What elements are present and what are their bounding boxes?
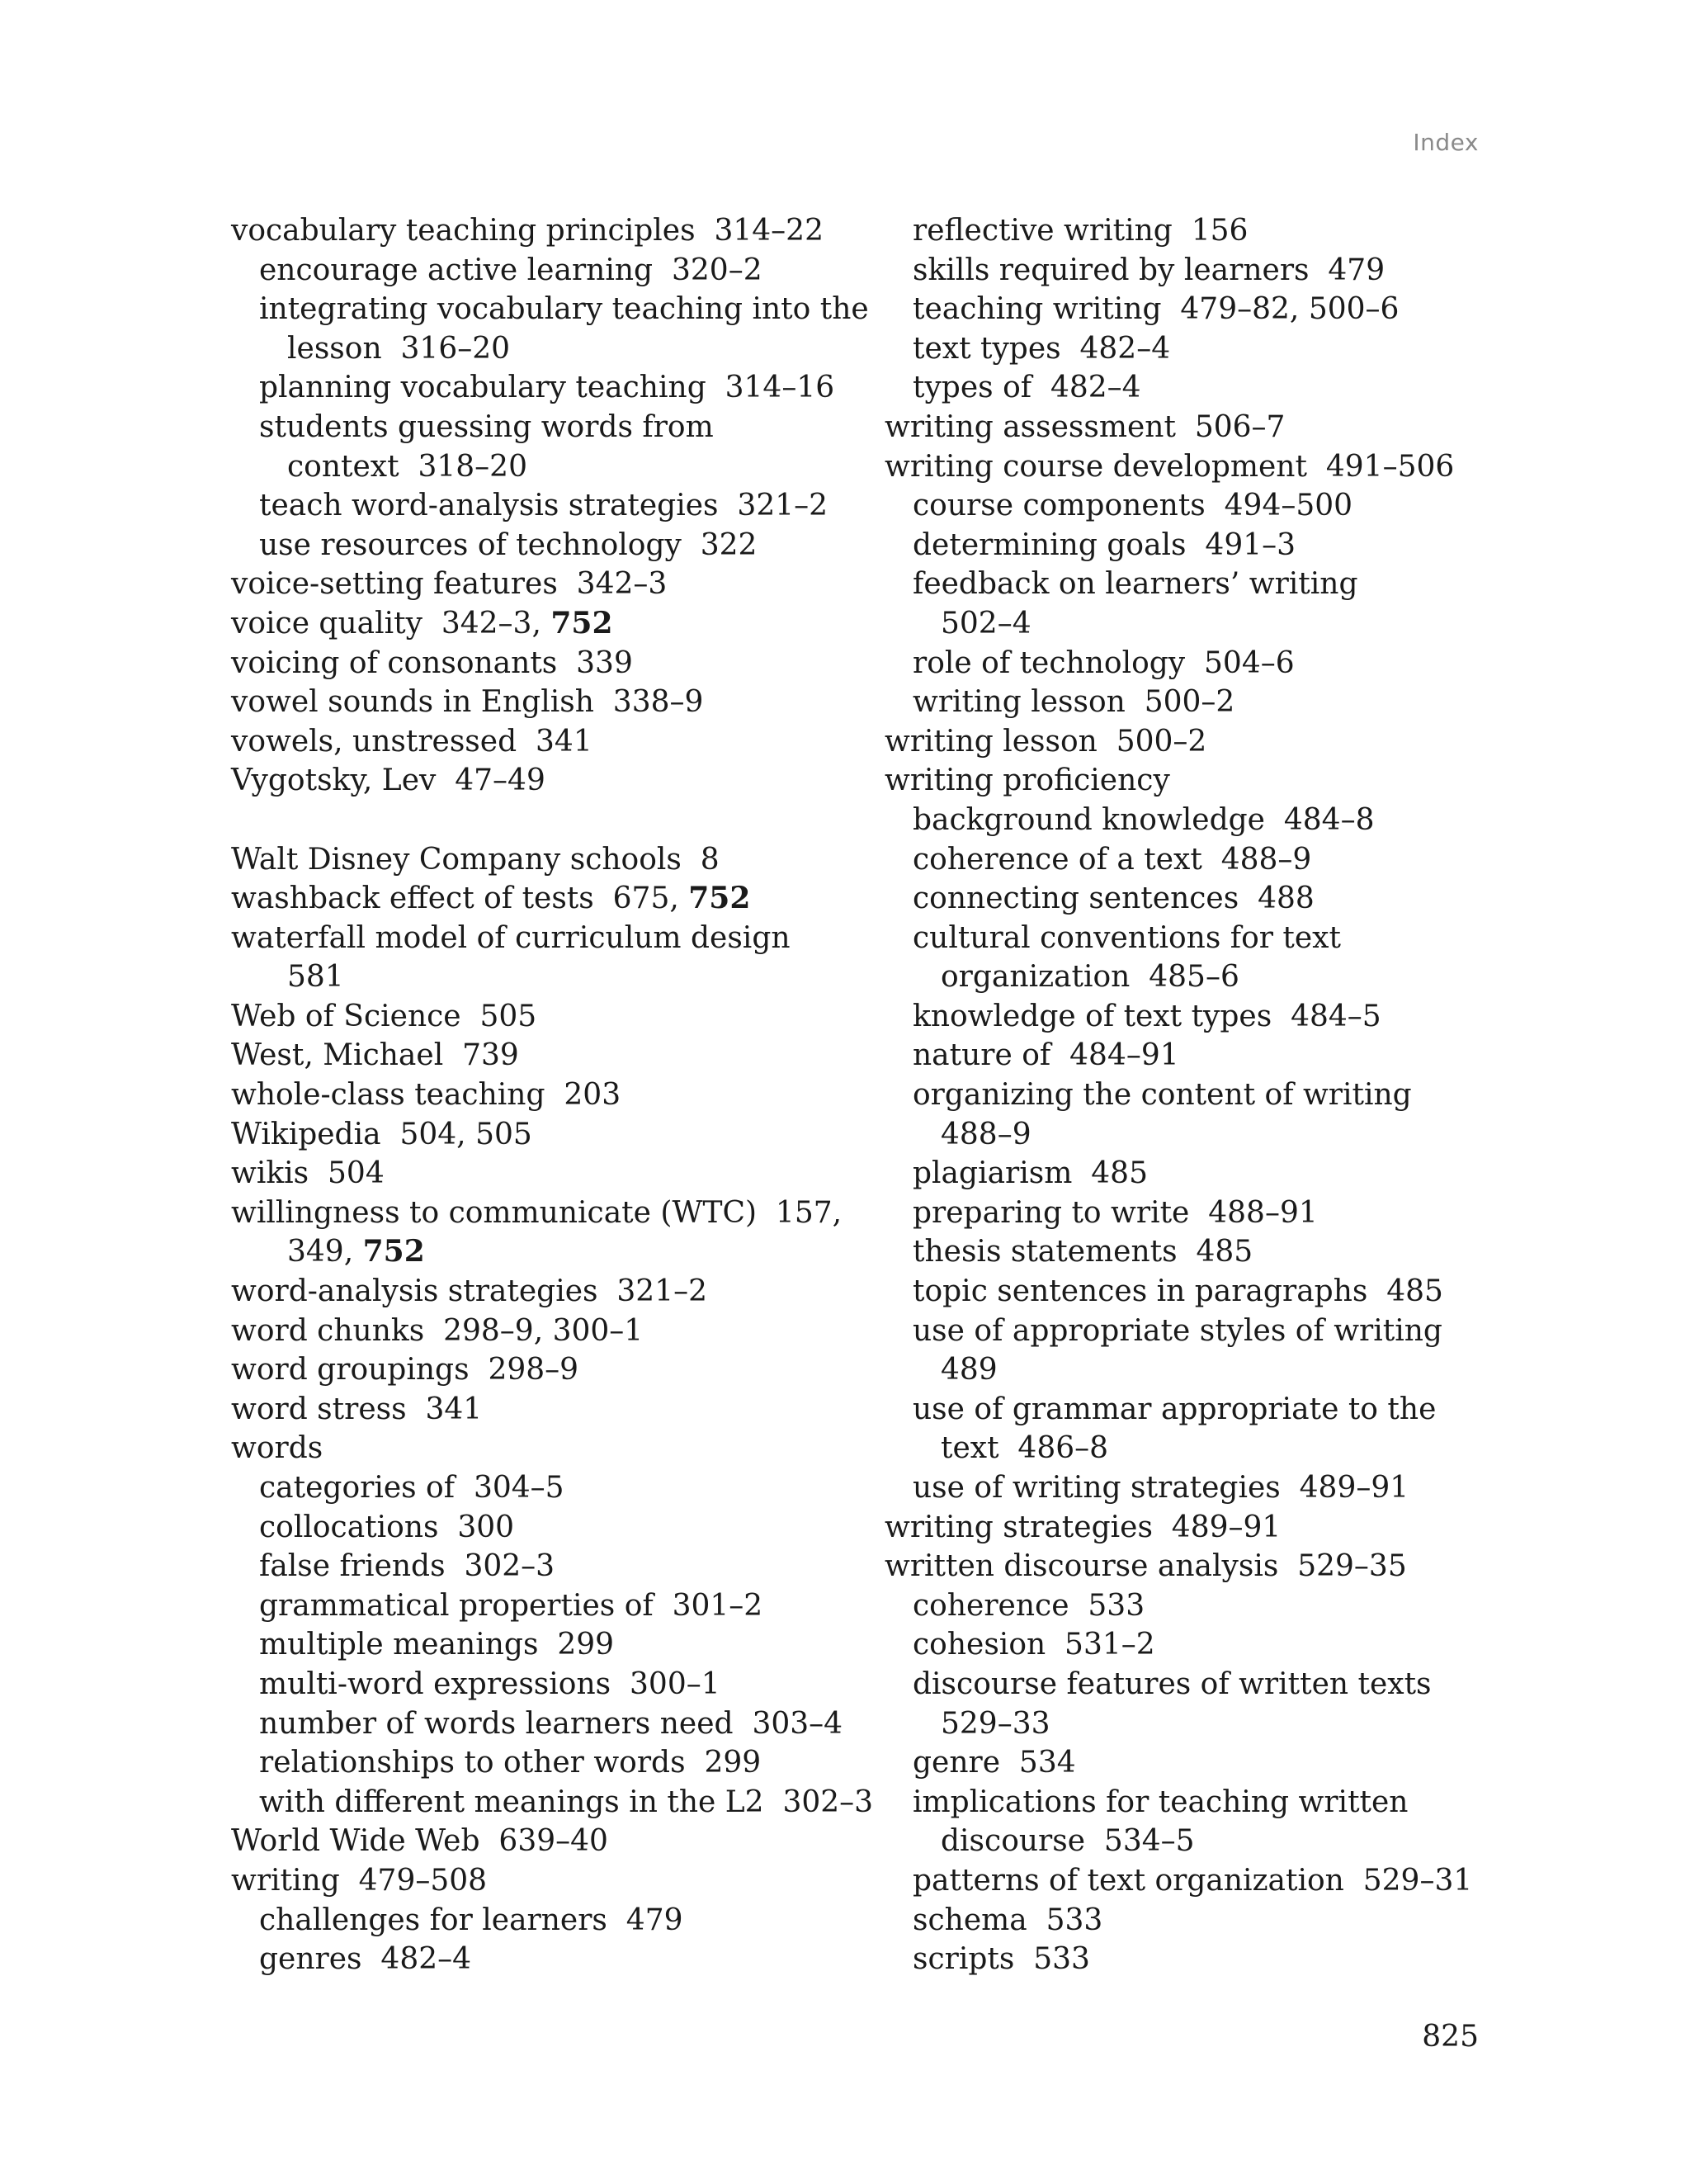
index-entry [231, 1822, 875, 1861]
index-subentry [885, 211, 1479, 251]
index-entry-text: Wikipedia 504, 505 [231, 1117, 532, 1151]
index-subentry [885, 290, 1479, 329]
index-entry-text: patterns of text organization 529–31 [913, 1863, 1473, 1898]
index-subentry [885, 1468, 1479, 1508]
index-subentry [231, 1468, 875, 1508]
index-entry-text: topic sentences in paragraphs 485 [913, 1274, 1443, 1309]
index-entry [231, 565, 875, 604]
index-entry-text: use resources of technology 322 [259, 527, 758, 562]
index-subentry [231, 368, 875, 408]
index-subentry [885, 1901, 1479, 1941]
index-entry [885, 1508, 1479, 1548]
index-entry-text: writing proficiency [885, 763, 1170, 798]
index-subentry [231, 1547, 875, 1586]
index-subentry [885, 1154, 1479, 1194]
index-entry-text: connecting sentences 488 [913, 882, 1315, 916]
index-entry [231, 604, 875, 644]
index-entry [231, 722, 875, 762]
index-entry-continuation [231, 957, 875, 997]
index-entry [885, 722, 1479, 762]
index-entry-text: categories of 304–5 [259, 1471, 564, 1505]
index-entry-text: vocabulary teaching principles 314–22 [231, 214, 824, 248]
index-entry-continuation [885, 1115, 1479, 1155]
index-entry [885, 408, 1479, 447]
index-entry-text: wikis 504 [231, 1156, 385, 1191]
index-subentry [885, 368, 1479, 408]
index-entry [885, 761, 1479, 801]
index-subentry [885, 644, 1479, 683]
index-subentry [231, 1665, 875, 1704]
index-entry-text: word-analysis strategies 321–2 [231, 1274, 708, 1309]
index-subentry [885, 251, 1479, 291]
index-entry-text: whole-class teaching 203 [231, 1078, 621, 1113]
index-entry [231, 1154, 875, 1194]
index-subentry [885, 1625, 1479, 1665]
index-entry-text: vowels, unstressed 341 [231, 724, 592, 759]
index-entry-text: with different meanings in the L2 302–3 [259, 1785, 874, 1819]
index-entry-text: context 318–20 [287, 449, 527, 484]
index-entry-text: Walt Disney Company schools 8 [231, 842, 720, 877]
index-entry [231, 1115, 875, 1155]
index-subentry [885, 1586, 1479, 1626]
index-entry-text: plagiarism 485 [913, 1156, 1148, 1191]
index-entry-text: use of grammar appropriate to the [913, 1392, 1437, 1426]
index-entry [231, 919, 875, 958]
index-subentry [231, 1508, 875, 1548]
index-entry-text: cultural conventions for text [913, 920, 1341, 955]
index-entry-text: text types 482–4 [913, 331, 1171, 366]
index-entry-text: lesson 316–20 [287, 331, 511, 366]
index-column-right [885, 211, 1479, 1979]
index-entry-text: voice-setting features 342–3 [231, 567, 668, 602]
index-entry-text: 529–33 [941, 1706, 1050, 1741]
index-entry-continuation [231, 447, 875, 487]
index-subentry [885, 1194, 1479, 1233]
index-entry-text: scripts 533 [913, 1942, 1090, 1977]
index-entry [231, 997, 875, 1037]
index-entry-text: washback effect of tests 675, [231, 882, 689, 916]
index-entry-text: West, Michael 739 [231, 1038, 519, 1073]
index-entry-text: waterfall model of curriculum design [231, 920, 791, 955]
index-entry-text: reflective writing 156 [913, 214, 1249, 248]
index-entry-text: teach word-analysis strategies 321–2 [259, 489, 828, 523]
index-subentry [231, 1743, 875, 1783]
index-entry [231, 1272, 875, 1312]
index-entry [231, 1429, 875, 1468]
index-subentry [231, 1704, 875, 1744]
index-entry-text: nature of 484–91 [913, 1038, 1179, 1073]
index-subentry [231, 1783, 875, 1822]
index-subentry [885, 801, 1479, 840]
index-entry-text: word stress 341 [231, 1392, 483, 1426]
index-entry-text: coherence of a text 488–9 [913, 842, 1312, 877]
index-entry-text: role of technology 504–6 [913, 645, 1295, 680]
index-subentry [231, 408, 875, 447]
index-entry [231, 1075, 875, 1115]
index-entry-text: cohesion 531–2 [913, 1628, 1155, 1662]
index-entry-text: types of 482–4 [913, 371, 1141, 405]
index-subentry [885, 997, 1479, 1037]
index-entry-text: writing lesson 500–2 [913, 685, 1235, 720]
index-entry-text: feedback on learners’ writing [913, 567, 1358, 602]
index-entry-text: collocations 300 [259, 1510, 515, 1544]
index-entry-text: planning vocabulary teaching 314–16 [259, 371, 835, 405]
index-entry-text: students guessing words from [259, 409, 714, 444]
index-subentry [231, 290, 875, 329]
index-entry-text: grammatical properties of 301–2 [259, 1588, 763, 1623]
index-subentry [885, 919, 1479, 958]
index-subentry [885, 683, 1479, 722]
index-entry [231, 761, 875, 801]
index-subentry [885, 1272, 1479, 1312]
index-entry-text: vowel sounds in English 338–9 [231, 685, 704, 720]
index-entry-text: determining goals 491–3 [913, 527, 1296, 562]
index-entry [231, 840, 875, 880]
index-entry-text: genre 534 [913, 1746, 1076, 1780]
index-subentry [885, 840, 1479, 880]
index-column-left [231, 211, 875, 1979]
index-entry-text: schema 533 [913, 1903, 1103, 1937]
index-entry-text: preparing to write 488–91 [913, 1195, 1318, 1230]
index-entry-text: Web of Science 505 [231, 999, 537, 1033]
index-entry [231, 1194, 875, 1233]
index-entry-continuation [885, 1350, 1479, 1390]
index-entry-text: challenges for learners 479 [259, 1903, 683, 1937]
index-entry-text: background knowledge 484–8 [913, 802, 1375, 837]
index-entry [231, 1390, 875, 1430]
index-entry-text: integrating vocabulary teaching into the [259, 292, 869, 327]
index-letter-gap [231, 801, 875, 840]
index-entry-text: number of words learners need 303–4 [259, 1706, 843, 1741]
index-entry-continuation [231, 1232, 875, 1272]
index-entry-text: word groupings 298–9 [231, 1353, 579, 1387]
index-subentry [885, 1232, 1479, 1272]
running-head: Index [1413, 129, 1479, 156]
index-entry-text: multi-word expressions 300–1 [259, 1666, 720, 1701]
index-entry-text: writing strategies 489–91 [885, 1510, 1282, 1544]
index-entry-text: writing assessment 506–7 [885, 409, 1286, 444]
index-entry-text: 349, [287, 1235, 363, 1269]
index-entry-text: voicing of consonants 339 [231, 645, 633, 680]
index-entry-text: 581 [287, 960, 344, 995]
index-entry-text: knowledge of text types 484–5 [913, 999, 1381, 1033]
index-subentry [885, 879, 1479, 919]
index-page-ref-bold: 752 [550, 605, 613, 641]
index-entry [231, 1350, 875, 1390]
index-entry-text: implications for teaching written [913, 1785, 1409, 1819]
index-entry-text: 488–9 [941, 1117, 1031, 1151]
index-entry-text: skills required by learners 479 [913, 253, 1386, 287]
index-subentry [885, 565, 1479, 604]
index-entry [231, 211, 875, 251]
index-subentry [231, 486, 875, 526]
index-entry-text: genres 482–4 [259, 1942, 472, 1977]
index-entry-text: discourse 534–5 [941, 1824, 1195, 1859]
index-entry [231, 683, 875, 722]
index-subentry [885, 486, 1479, 526]
index-entry-text: coherence 533 [913, 1588, 1145, 1623]
index-entry-continuation [885, 1822, 1479, 1861]
index-subentry [231, 1901, 875, 1941]
index-entry-text: words [231, 1431, 323, 1466]
index-entry-continuation [231, 329, 875, 369]
index-subentry [885, 1036, 1479, 1075]
index-entry-text: use of writing strategies 489–91 [913, 1471, 1409, 1505]
index-subentry [885, 1940, 1479, 1979]
index-entry-text: writing 479–508 [231, 1863, 488, 1898]
index-entry [885, 447, 1479, 487]
page-number: 825 [1422, 2020, 1479, 2054]
index-entry-text: voice quality 342–3, [231, 606, 551, 641]
index-page-ref-bold: 752 [362, 1234, 425, 1269]
index-subentry [885, 1743, 1479, 1783]
index-entry-text: 489 [941, 1353, 998, 1387]
index-entry-text: relationships to other words 299 [259, 1746, 762, 1780]
index-entry-text: discourse features of written texts [913, 1666, 1432, 1701]
index-entry-continuation [885, 1429, 1479, 1468]
index-subentry [885, 1390, 1479, 1430]
index-entry-text: course components 494–500 [913, 489, 1353, 523]
index-subentry [885, 1312, 1479, 1351]
index-subentry [231, 1940, 875, 1979]
index-subentry [885, 329, 1479, 369]
index-entry-text: text 486–8 [941, 1431, 1109, 1466]
index-subentry [231, 1586, 875, 1626]
index-subentry [885, 1665, 1479, 1704]
index-entry-continuation [885, 957, 1479, 997]
index-entry-text: World Wide Web 639–40 [231, 1824, 608, 1859]
index-entry-text: 502–4 [941, 606, 1031, 641]
index-entry [231, 879, 875, 919]
index-subentry [885, 1861, 1479, 1901]
index-subentry [885, 1075, 1479, 1115]
index-entry [885, 1547, 1479, 1586]
index-subentry [885, 1783, 1479, 1822]
index-subentry [231, 251, 875, 291]
index-subentry [231, 526, 875, 565]
index-entry-text: writing lesson 500–2 [885, 724, 1207, 759]
index-entry-text: false friends 302–3 [259, 1549, 555, 1584]
index-page-ref-bold: 752 [688, 881, 751, 916]
index-entry-text: encourage active learning 320–2 [259, 253, 762, 287]
index-entry [231, 1861, 875, 1901]
index-entry-text: organization 485–6 [941, 960, 1239, 995]
index-entry [231, 1312, 875, 1351]
index-entry-text: use of appropriate styles of writing [913, 1313, 1442, 1348]
index-entry-text: organizing the content of writing [913, 1078, 1412, 1113]
index-subentry [231, 1625, 875, 1665]
index-entry-text: word chunks 298–9, 300–1 [231, 1313, 644, 1348]
index-subentry [885, 526, 1479, 565]
index-entry-text: multiple meanings 299 [259, 1628, 615, 1662]
index-entry-text: written discourse analysis 529–35 [885, 1549, 1407, 1584]
index-entry [231, 1036, 875, 1075]
index-entry-continuation [885, 604, 1479, 644]
index-entry-text: thesis statements 485 [913, 1235, 1253, 1269]
index-entry-continuation [885, 1704, 1479, 1744]
index-entry-text: Vygotsky, Lev 47–49 [231, 763, 545, 798]
index-entry-text: teaching writing 479–82, 500–6 [913, 292, 1400, 327]
index-entry-text: willingness to communicate (WTC) 157, [231, 1195, 843, 1230]
index-entry-text: writing course development 491–506 [885, 449, 1455, 484]
index-entry [231, 644, 875, 683]
